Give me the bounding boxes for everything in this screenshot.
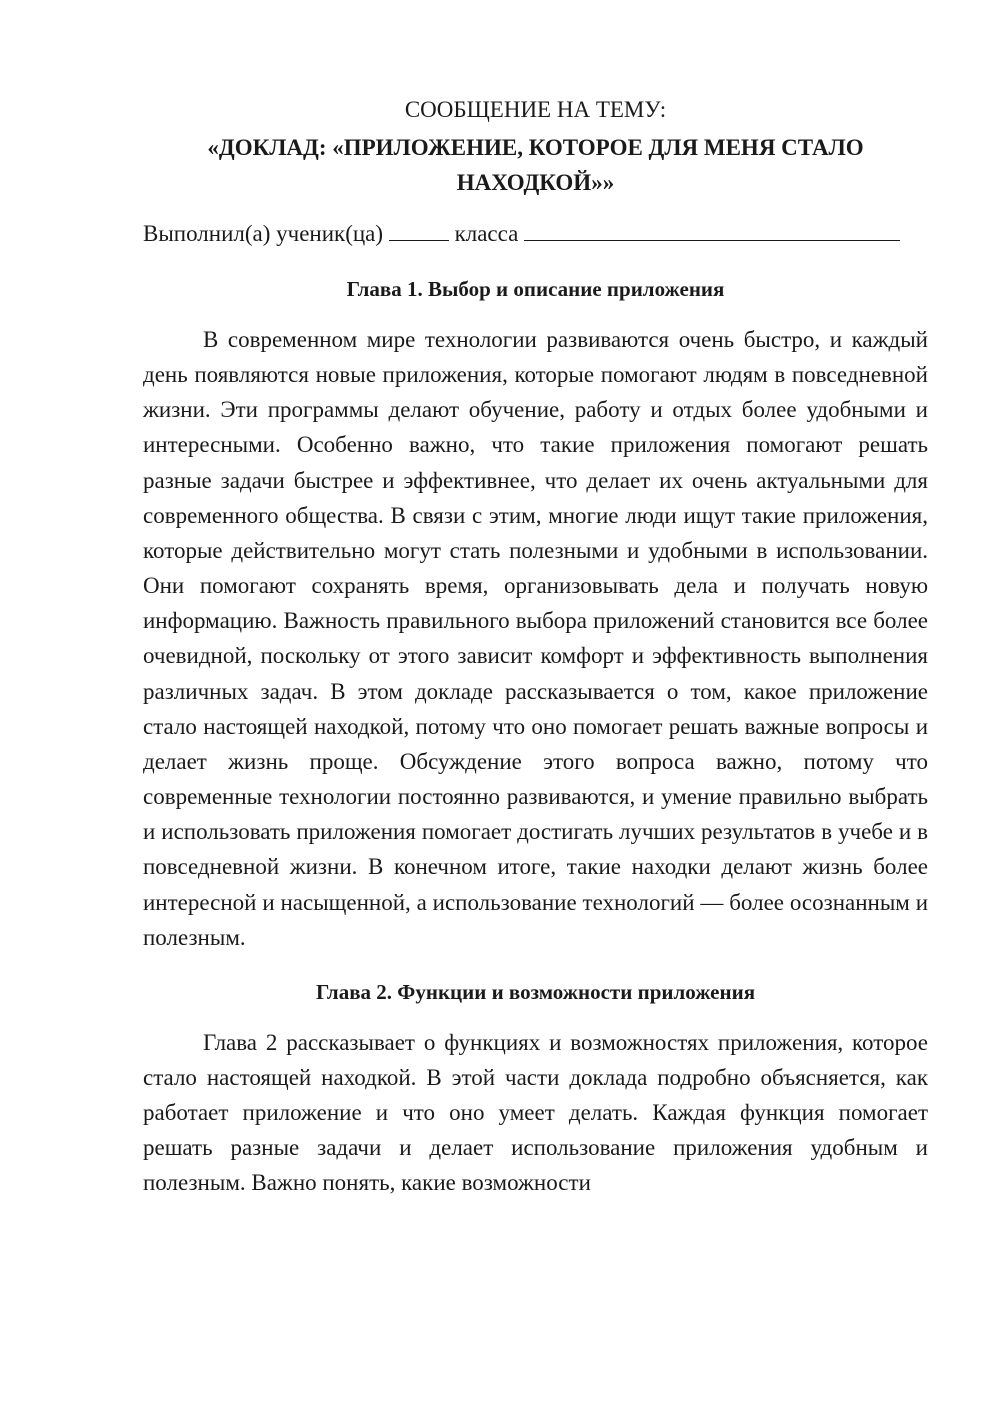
grade-blank	[389, 220, 449, 241]
chapter-1-paragraph: В современном мире технологии развиваются очень быстро, и каждый день появляются новые приложения, которые помогают людям в повседневной жизни. Эти программы делают обучение, работу и отдых более удобными и интересными. Особенно важно, что такие приложения помогают решать разные задачи быстрее и эффективнее, что делает их очень актуальными для современного общества. В связи с этим, многие люди ищут такие приложения, которые действительно могут стать полезными и удобными в использовании. Они помогают сохранять время, организовывать дела и получать новую информацию. Важность правильного выбора приложений становится все более очевидной, поскольку от этого зависит комфорт и эффективность выполнения различных задач. В этом докладе рассказывается о том, какое приложение стало настоящей находкой, потому что оно помогает решать важные вопросы и делает жизнь проще. Обсуждение этого вопроса важно, потому что современные технологии постоянно развиваются, и умение правильно выбрать и использовать приложения помогает достигать лучших результатов в учебе и в повседневной жизни. В конечном итоге, такие находки делают жизнь более интересной и насыщенной, а использование технологий — более осознанным и полезным.	[143, 327, 928, 950]
title-line-2: НАХОДКОЙ»»	[456, 170, 615, 195]
author-label: Выполнил(а) ученик(ца)	[143, 221, 384, 246]
name-blank	[524, 220, 900, 241]
title-line-1: «ДОКЛАД: «ПРИЛОЖЕНИЕ, КОТОРОЕ ДЛЯ МЕНЯ СТАЛО	[207, 135, 864, 160]
chapter-2-heading: Глава 2. Функции и возможности приложения	[315, 979, 756, 1004]
document-header: СООБЩЕНИЕ НА ТЕМУ:	[404, 97, 667, 122]
document-page	[143, 92, 928, 1201]
chapter-2-paragraph: Глава 2 рассказывает о функциях и возможностях приложения, которое стало настоящей находкой. В этой части доклада подробно объясняется, как работает приложение и что оно умеет делать. Каждая функция помогает решать разные задачи и делает использование приложения удобным и полезным. Важно понять, какие возможности	[143, 1029, 928, 1196]
author-line	[143, 216, 928, 251]
class-label: класса	[454, 221, 519, 246]
chapter-1-heading: Глава 1. Выбор и описание приложения	[346, 277, 725, 301]
document-title	[143, 130, 928, 200]
